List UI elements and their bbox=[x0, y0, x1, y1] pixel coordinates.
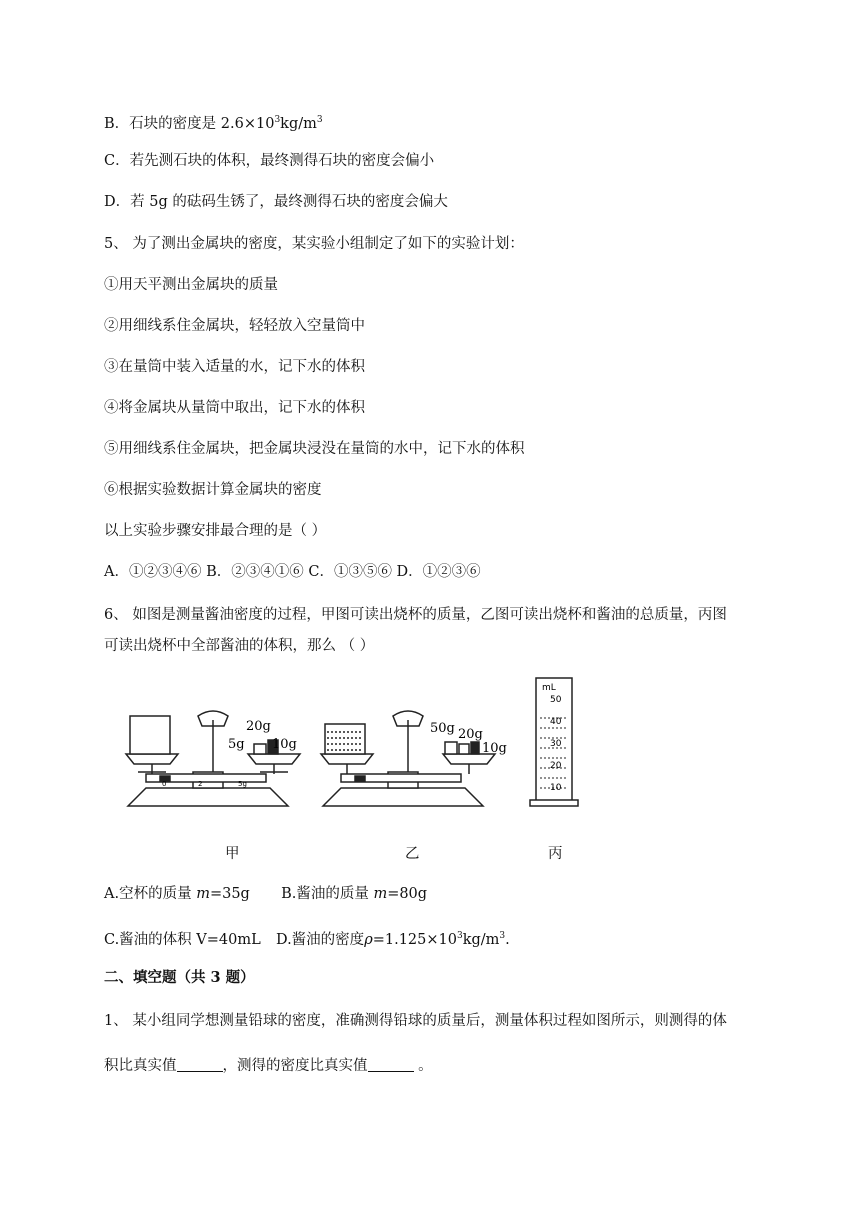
step-4: ④将金属块从量筒中取出，记下水的体积 bbox=[104, 400, 365, 416]
caption-yi: 乙 bbox=[405, 846, 420, 862]
jia-weight-20g: 20g bbox=[246, 719, 271, 734]
question-6-stem-line2: 可读出烧杯中全部酱油的体积，那么 （ ） bbox=[104, 638, 375, 654]
question-5-options: A．①②③④⑥ B．②③④①⑥ C．①③⑤⑥ D．①②③⑥ bbox=[104, 564, 481, 580]
caption-bing: 丙 bbox=[548, 846, 563, 862]
question-6-options-ab: A.空杯的质量 m=35g B.酱油的质量 m=80g bbox=[104, 886, 428, 902]
jia-tick-0: 0 bbox=[162, 780, 167, 788]
cylinder-tick-10: 10 bbox=[550, 783, 562, 793]
option-d-line: D．若 5g 的砝码生锈了，最终测得石块的密度会偏大 bbox=[104, 194, 448, 210]
balance-jia bbox=[126, 711, 300, 806]
fill-question-1-line2: 积比真实值 ，测得的密度比真实值 。 bbox=[104, 1058, 433, 1074]
jia-tick-2: 2 bbox=[198, 780, 203, 788]
option-c-line: C．若先测石块的体积，最终测得石块的密度会偏小 bbox=[104, 153, 435, 169]
yi-weight-10g: 10g bbox=[482, 741, 507, 756]
balance-yi bbox=[321, 711, 495, 806]
jia-weight-5g: 5g bbox=[228, 737, 245, 752]
question-5-stem: 5、 为了测出金属块的密度，某实验小组制定了如下的实验计划： bbox=[104, 236, 524, 252]
yi-weight-50g: 50g bbox=[430, 721, 455, 736]
section-title-fill-in: 二、填空题（共 3 题） bbox=[104, 969, 255, 986]
option-b-line: B．石块的密度是 $2.6\times 10^3kg/m^3$ bbox=[104, 115, 323, 132]
jia-tick-5g: 5g bbox=[238, 780, 247, 788]
step-2: ②用细线系住金属块，轻轻放入空量筒中 bbox=[104, 318, 365, 334]
fill-question-1-line1: 1、 某小组同学想测量铅球的密度，准确测得铅球的质量后，测量体积过程如图所示，则测得的体 bbox=[104, 1013, 727, 1029]
yi-weight-20g: 20g bbox=[458, 727, 483, 742]
caption-jia: 甲 bbox=[225, 846, 240, 862]
cylinder-tick-20: 20 bbox=[550, 761, 562, 771]
step-6: ⑥根据实验数据计算金属块的密度 bbox=[104, 482, 322, 498]
jia-weight-10g: 10g bbox=[272, 737, 297, 752]
cylinder-unit: mL bbox=[542, 683, 556, 693]
cylinder-tick-30: 30 bbox=[550, 739, 562, 749]
cylinder-tick-40: 40 bbox=[550, 717, 562, 727]
step-3: ③在量筒中装入适量的水，记下水的体积 bbox=[104, 359, 365, 375]
step-5: ⑤用细线系住金属块，把金属块浸没在量筒的水中，记下水的体积 bbox=[104, 441, 525, 457]
answer-blank-2[interactable] bbox=[368, 1057, 414, 1072]
question-6-stem-line1: 6、 如图是测量酱油密度的过程，甲图可读出烧杯的质量，乙图可读出烧杯和酱油的总质量，丙图 bbox=[104, 607, 727, 623]
answer-blank-1[interactable] bbox=[177, 1057, 223, 1072]
question-5-prompt: 以上实验步骤安排最合理的是（ ） bbox=[104, 523, 327, 539]
question-6-options-cd: C.酱油的体积 V=40mL D.酱油的密度$\rho=1.125\times 10^3kg/m^3$. bbox=[104, 931, 510, 948]
cylinder-tick-50: 50 bbox=[550, 695, 562, 705]
density-experiment-figure bbox=[118, 676, 598, 816]
step-1: ①用天平测出金属块的质量 bbox=[104, 277, 278, 293]
